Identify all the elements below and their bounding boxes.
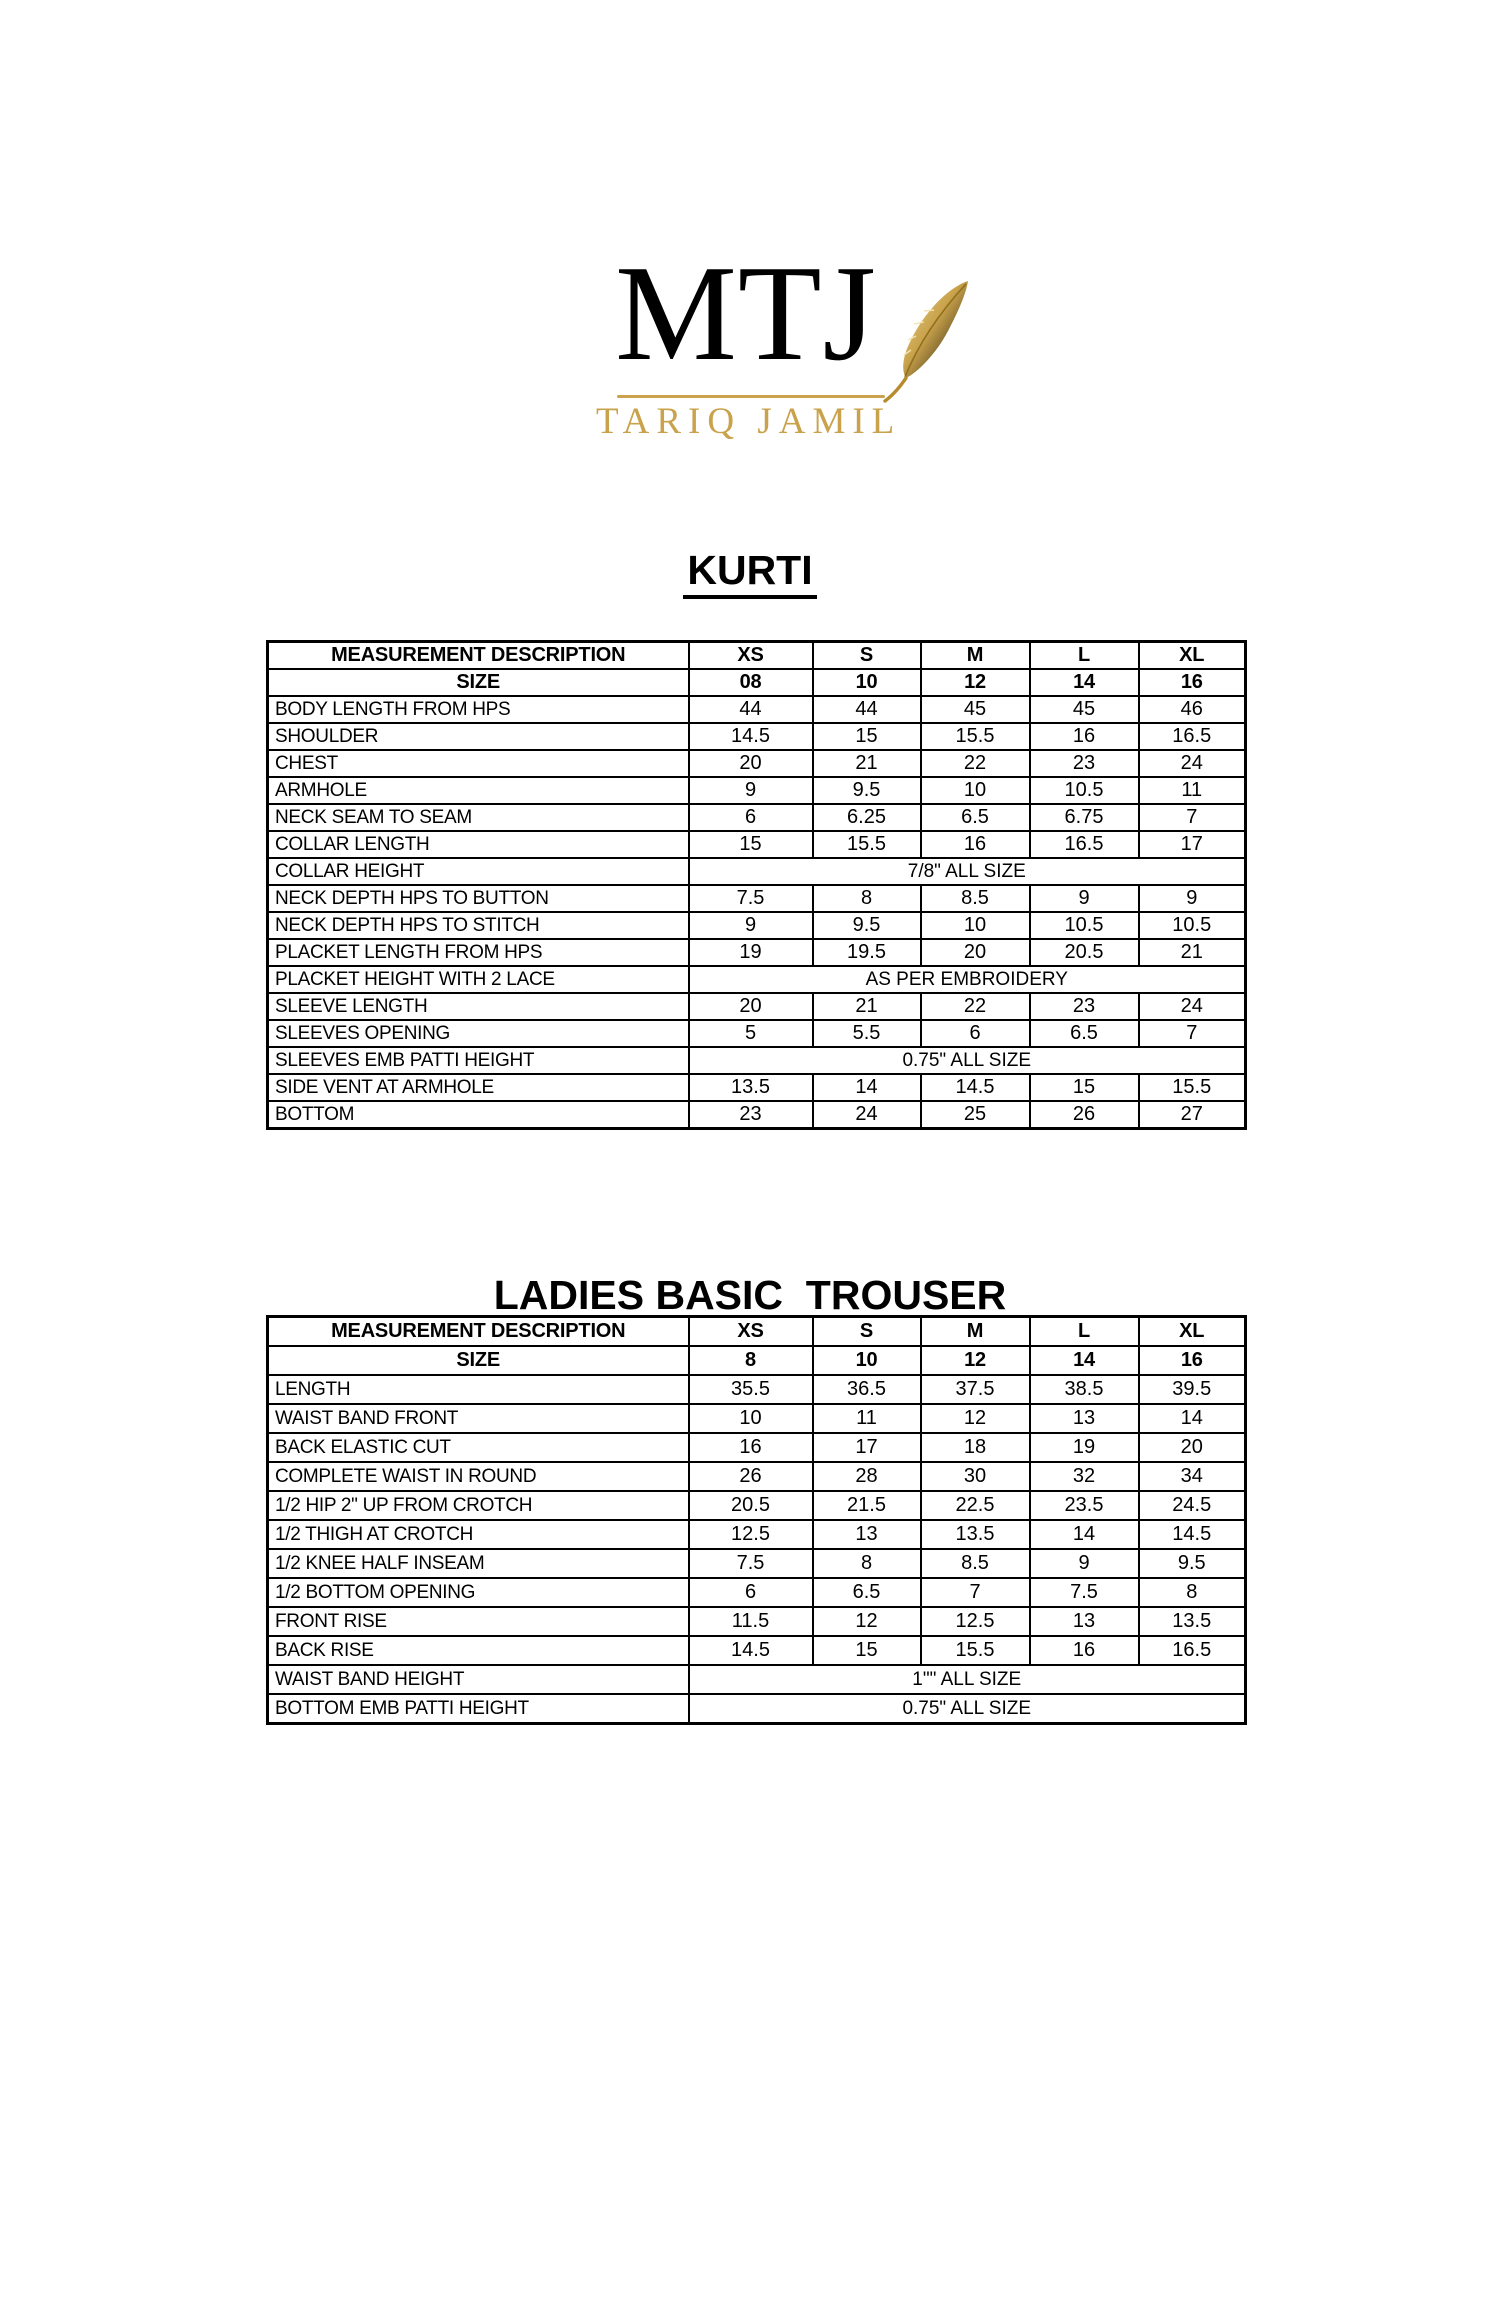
- table-row: [268, 723, 1246, 750]
- value-cell: 16.5: [1139, 723, 1246, 750]
- merged-value-cell: 0.75" ALL SIZE: [689, 1047, 1246, 1074]
- table-row: [268, 1101, 1246, 1129]
- value-cell: 16: [921, 831, 1030, 858]
- table-row: [268, 777, 1246, 804]
- row-label-cell: COMPLETE WAIST IN ROUND: [268, 1462, 689, 1491]
- value-cell: 14.5: [689, 1636, 813, 1665]
- row-label-cell: SIDE VENT AT ARMHOLE: [268, 1074, 689, 1101]
- value-cell: 15.5: [921, 723, 1030, 750]
- header-size-cell: XL: [1139, 1317, 1246, 1347]
- logo-underline: [617, 395, 885, 398]
- table-row: [268, 885, 1246, 912]
- value-cell: 36.5: [813, 1375, 921, 1404]
- value-cell: 11: [813, 1404, 921, 1433]
- value-cell: 35.5: [689, 1375, 813, 1404]
- header-size-cell: S: [813, 642, 921, 670]
- value-cell: 16: [1030, 1636, 1139, 1665]
- value-cell: 15.5: [921, 1636, 1030, 1665]
- value-cell: 9: [689, 912, 813, 939]
- table-row: [268, 912, 1246, 939]
- size-number-cell: 10: [813, 1346, 921, 1375]
- row-label-cell: 1/2 BOTTOM OPENING: [268, 1578, 689, 1607]
- value-cell: 6.5: [1030, 1020, 1139, 1047]
- value-cell: 24.5: [1139, 1491, 1246, 1520]
- value-cell: 6.5: [813, 1578, 921, 1607]
- value-cell: 6.5: [921, 804, 1030, 831]
- value-cell: 39.5: [1139, 1375, 1246, 1404]
- row-label-cell: ARMHOLE: [268, 777, 689, 804]
- value-cell: 23: [1030, 993, 1139, 1020]
- brand-subtitle: TARIQ JAMIL: [596, 401, 902, 442]
- value-cell: 6: [689, 804, 813, 831]
- value-cell: 13: [1030, 1607, 1139, 1636]
- value-cell: 23: [689, 1101, 813, 1129]
- header-size-cell: M: [921, 642, 1030, 670]
- value-cell: 11.5: [689, 1607, 813, 1636]
- size-number-row: [268, 1346, 1246, 1375]
- value-cell: 44: [689, 696, 813, 723]
- size-number-cell: 16: [1139, 1346, 1246, 1375]
- value-cell: 10: [921, 777, 1030, 804]
- value-cell: 26: [1030, 1101, 1139, 1129]
- value-cell: 7: [1139, 804, 1246, 831]
- value-cell: 6.25: [813, 804, 921, 831]
- value-cell: 16.5: [1139, 1636, 1246, 1665]
- row-label-cell: FRONT RISE: [268, 1607, 689, 1636]
- size-number-cell: 10: [813, 669, 921, 696]
- trouser-size-table: [266, 1315, 1247, 1725]
- value-cell: 9.5: [813, 777, 921, 804]
- value-cell: 6: [689, 1578, 813, 1607]
- value-cell: 14: [1139, 1404, 1246, 1433]
- kurti-size-table: [266, 640, 1247, 1130]
- row-label-cell: LENGTH: [268, 1375, 689, 1404]
- size-number-cell: 14: [1030, 1346, 1139, 1375]
- table-row: [268, 966, 1246, 993]
- table-header-row: [268, 642, 1246, 670]
- value-cell: 13.5: [689, 1074, 813, 1101]
- header-size-cell: L: [1030, 642, 1139, 670]
- merged-value-cell: 1"" ALL SIZE: [689, 1665, 1246, 1694]
- row-label-cell: BOTTOM: [268, 1101, 689, 1129]
- value-cell: 9: [689, 777, 813, 804]
- size-number-cell: 12: [921, 1346, 1030, 1375]
- value-cell: 20: [1139, 1433, 1246, 1462]
- value-cell: 24: [1139, 993, 1246, 1020]
- row-label-cell: NECK DEPTH HPS TO BUTTON: [268, 885, 689, 912]
- value-cell: 34: [1139, 1462, 1246, 1491]
- size-label-cell: SIZE: [268, 669, 689, 696]
- table-row: [268, 1578, 1246, 1607]
- table-row: [268, 696, 1246, 723]
- row-label-cell: COLLAR LENGTH: [268, 831, 689, 858]
- value-cell: 14.5: [689, 723, 813, 750]
- row-label-cell: BACK ELASTIC CUT: [268, 1433, 689, 1462]
- row-label-cell: WAIST BAND FRONT: [268, 1404, 689, 1433]
- value-cell: 9: [1030, 1549, 1139, 1578]
- merged-value-cell: AS PER EMBROIDERY: [689, 966, 1246, 993]
- value-cell: 38.5: [1030, 1375, 1139, 1404]
- value-cell: 7: [921, 1578, 1030, 1607]
- value-cell: 8.5: [921, 1549, 1030, 1578]
- value-cell: 15: [813, 1636, 921, 1665]
- value-cell: 13.5: [921, 1520, 1030, 1549]
- row-label-cell: 1/2 HIP 2" UP FROM CROTCH: [268, 1491, 689, 1520]
- size-number-cell: 12: [921, 669, 1030, 696]
- header-size-cell: M: [921, 1317, 1030, 1347]
- value-cell: 9.5: [1139, 1549, 1246, 1578]
- value-cell: 22: [921, 750, 1030, 777]
- size-label-cell: SIZE: [268, 1346, 689, 1375]
- value-cell: 12.5: [689, 1520, 813, 1549]
- value-cell: 12: [921, 1404, 1030, 1433]
- value-cell: 15: [813, 723, 921, 750]
- value-cell: 10: [921, 912, 1030, 939]
- table-row: [268, 1607, 1246, 1636]
- value-cell: 10.5: [1030, 912, 1139, 939]
- table-row: [268, 858, 1246, 885]
- header-size-cell: XS: [689, 1317, 813, 1347]
- value-cell: 8: [1139, 1578, 1246, 1607]
- row-label-cell: BOTTOM EMB PATTI HEIGHT: [268, 1694, 689, 1724]
- value-cell: 16: [1030, 723, 1139, 750]
- kurti-title: KURTI: [683, 549, 816, 599]
- value-cell: 14: [1030, 1520, 1139, 1549]
- value-cell: 13.5: [1139, 1607, 1246, 1636]
- value-cell: 19: [1030, 1433, 1139, 1462]
- value-cell: 30: [921, 1462, 1030, 1491]
- value-cell: 9: [1030, 885, 1139, 912]
- row-label-cell: SLEEVE LENGTH: [268, 993, 689, 1020]
- value-cell: 24: [1139, 750, 1246, 777]
- value-cell: 19.5: [813, 939, 921, 966]
- table-row: [268, 1047, 1246, 1074]
- value-cell: 20.5: [689, 1491, 813, 1520]
- value-cell: 5: [689, 1020, 813, 1047]
- merged-value-cell: 0.75" ALL SIZE: [689, 1694, 1246, 1724]
- value-cell: 8.5: [921, 885, 1030, 912]
- value-cell: 37.5: [921, 1375, 1030, 1404]
- quill-feather-icon: [878, 278, 978, 403]
- merged-value-cell: 7/8" ALL SIZE: [689, 858, 1246, 885]
- row-label-cell: NECK DEPTH HPS TO STITCH: [268, 912, 689, 939]
- row-label-cell: PLACKET LENGTH FROM HPS: [268, 939, 689, 966]
- header-description-cell: MEASUREMENT DESCRIPTION: [268, 642, 689, 670]
- value-cell: 45: [1030, 696, 1139, 723]
- value-cell: 16: [689, 1433, 813, 1462]
- value-cell: 21.5: [813, 1491, 921, 1520]
- row-label-cell: WAIST BAND HEIGHT: [268, 1665, 689, 1694]
- value-cell: 28: [813, 1462, 921, 1491]
- brand-logo-text: MTJ: [615, 237, 877, 389]
- value-cell: 15.5: [813, 831, 921, 858]
- value-cell: 24: [813, 1101, 921, 1129]
- value-cell: 15: [1030, 1074, 1139, 1101]
- header-size-cell: S: [813, 1317, 921, 1347]
- value-cell: 14.5: [1139, 1520, 1246, 1549]
- value-cell: 17: [813, 1433, 921, 1462]
- value-cell: 20: [689, 993, 813, 1020]
- table-row: [268, 1665, 1246, 1694]
- table-row: [268, 1549, 1246, 1578]
- row-label-cell: 1/2 THIGH AT CROTCH: [268, 1520, 689, 1549]
- kurti-section-title-row: [0, 549, 1500, 599]
- value-cell: 7.5: [689, 1549, 813, 1578]
- size-number-cell: 08: [689, 669, 813, 696]
- table-row: [268, 1491, 1246, 1520]
- table-row: [268, 1462, 1246, 1491]
- table-row: [268, 1636, 1246, 1665]
- value-cell: 8: [813, 1549, 921, 1578]
- value-cell: 16.5: [1030, 831, 1139, 858]
- value-cell: 14: [813, 1074, 921, 1101]
- trouser-section-title-row: [0, 1274, 1500, 1317]
- row-label-cell: BACK RISE: [268, 1636, 689, 1665]
- value-cell: 6.75: [1030, 804, 1139, 831]
- value-cell: 10.5: [1139, 912, 1246, 939]
- value-cell: 27: [1139, 1101, 1246, 1129]
- value-cell: 46: [1139, 696, 1246, 723]
- value-cell: 19: [689, 939, 813, 966]
- value-cell: 25: [921, 1101, 1030, 1129]
- value-cell: 14.5: [921, 1074, 1030, 1101]
- value-cell: 7.5: [689, 885, 813, 912]
- value-cell: 21: [1139, 939, 1246, 966]
- value-cell: 23: [1030, 750, 1139, 777]
- table-header-row: [268, 1317, 1246, 1347]
- table-row: [268, 1074, 1246, 1101]
- value-cell: 7.5: [1030, 1578, 1139, 1607]
- table-row: [268, 750, 1246, 777]
- size-number-cell: 14: [1030, 669, 1139, 696]
- value-cell: 22: [921, 993, 1030, 1020]
- value-cell: 13: [1030, 1404, 1139, 1433]
- value-cell: 18: [921, 1433, 1030, 1462]
- row-label-cell: COLLAR HEIGHT: [268, 858, 689, 885]
- value-cell: 9: [1139, 885, 1246, 912]
- trouser-title: LADIES BASIC TROUSER: [493, 1272, 1007, 1318]
- table-row: [268, 939, 1246, 966]
- table-row: [268, 1694, 1246, 1724]
- value-cell: 20.5: [1030, 939, 1139, 966]
- value-cell: 10.5: [1030, 777, 1139, 804]
- table-row: [268, 1404, 1246, 1433]
- row-label-cell: 1/2 KNEE HALF INSEAM: [268, 1549, 689, 1578]
- value-cell: 10: [689, 1404, 813, 1433]
- table-row: [268, 1433, 1246, 1462]
- value-cell: 7: [1139, 1020, 1246, 1047]
- value-cell: 17: [1139, 831, 1246, 858]
- trouser-table-container: [266, 1315, 1247, 1725]
- value-cell: 20: [921, 939, 1030, 966]
- size-number-cell: 16: [1139, 669, 1246, 696]
- value-cell: 22.5: [921, 1491, 1030, 1520]
- table-row: [268, 1375, 1246, 1404]
- value-cell: 32: [1030, 1462, 1139, 1491]
- value-cell: 12: [813, 1607, 921, 1636]
- value-cell: 21: [813, 750, 921, 777]
- value-cell: 23.5: [1030, 1491, 1139, 1520]
- value-cell: 11: [1139, 777, 1246, 804]
- table-row: [268, 993, 1246, 1020]
- table-row: [268, 804, 1246, 831]
- kurti-table-container: [266, 640, 1247, 1130]
- value-cell: 20: [689, 750, 813, 777]
- table-row: [268, 831, 1246, 858]
- value-cell: 8: [813, 885, 921, 912]
- value-cell: 26: [689, 1462, 813, 1491]
- value-cell: 45: [921, 696, 1030, 723]
- row-label-cell: BODY LENGTH FROM HPS: [268, 696, 689, 723]
- row-label-cell: SHOULDER: [268, 723, 689, 750]
- row-label-cell: NECK SEAM TO SEAM: [268, 804, 689, 831]
- table-row: [268, 1020, 1246, 1047]
- value-cell: 44: [813, 696, 921, 723]
- header-size-cell: L: [1030, 1317, 1139, 1347]
- value-cell: 12.5: [921, 1607, 1030, 1636]
- value-cell: 21: [813, 993, 921, 1020]
- value-cell: 9.5: [813, 912, 921, 939]
- table-row: [268, 1520, 1246, 1549]
- row-label-cell: SLEEVES OPENING: [268, 1020, 689, 1047]
- header-size-cell: XL: [1139, 642, 1246, 670]
- header-size-cell: XS: [689, 642, 813, 670]
- value-cell: 13: [813, 1520, 921, 1549]
- size-number-row: [268, 669, 1246, 696]
- value-cell: 15.5: [1139, 1074, 1246, 1101]
- row-label-cell: CHEST: [268, 750, 689, 777]
- row-label-cell: PLACKET HEIGHT WITH 2 LACE: [268, 966, 689, 993]
- value-cell: 6: [921, 1020, 1030, 1047]
- row-label-cell: SLEEVES EMB PATTI HEIGHT: [268, 1047, 689, 1074]
- value-cell: 5.5: [813, 1020, 921, 1047]
- size-number-cell: 8: [689, 1346, 813, 1375]
- header-description-cell: MEASUREMENT DESCRIPTION: [268, 1317, 689, 1347]
- value-cell: 15: [689, 831, 813, 858]
